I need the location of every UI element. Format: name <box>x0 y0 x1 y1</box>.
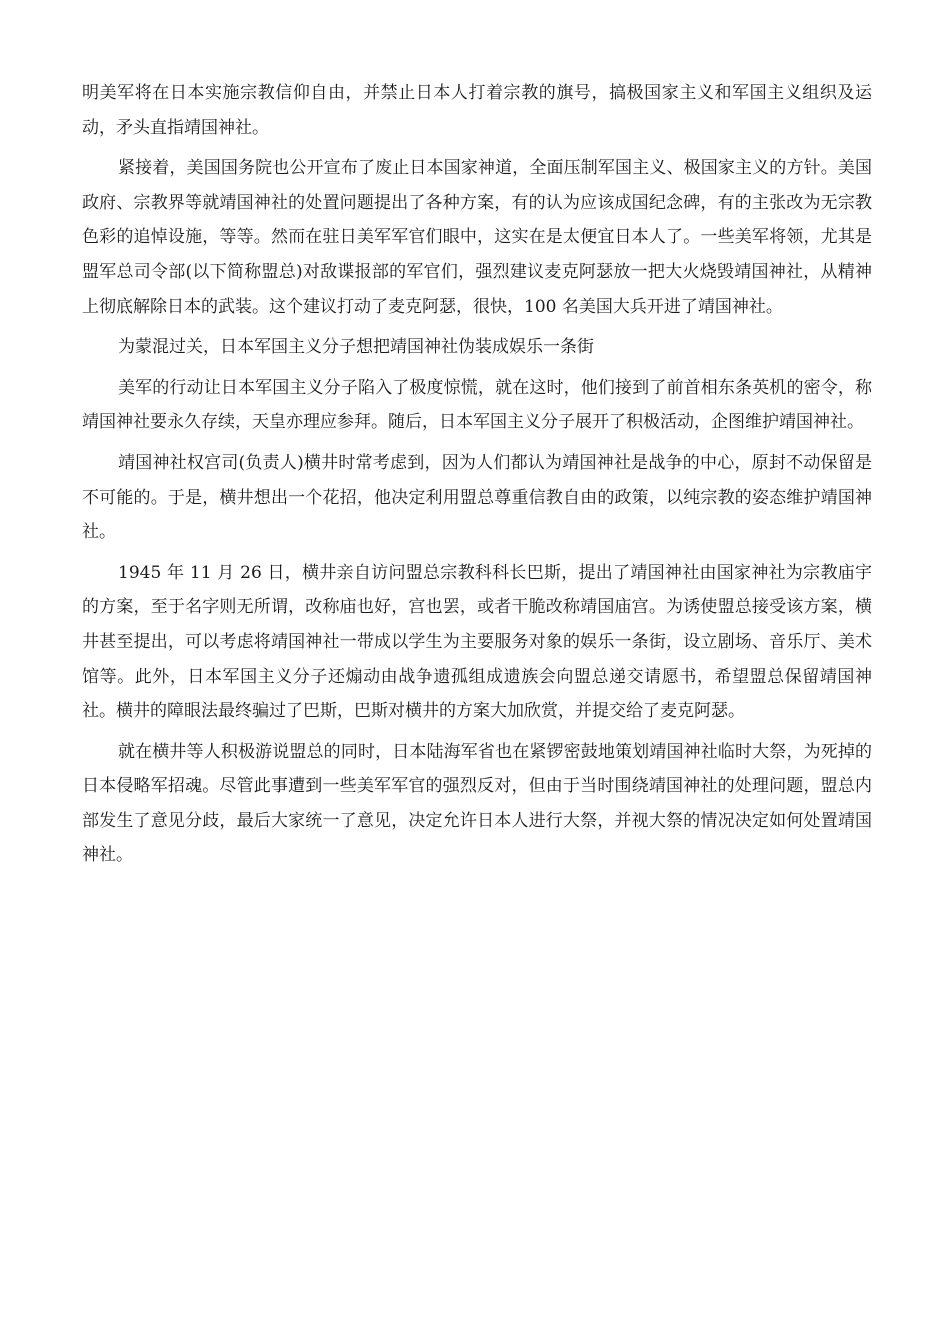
paragraph: 1945 年 11 月 26 日，横井亲自访问盟总宗教科科长巴斯，提出了靖国神社由国家神社为宗教庙宇的方案，至于名字则无所谓，改称庙也好，宫也罢，或者干脆改称靖国庙宫。为诱使盟总接受该方案，横井甚至提出，可以考虑将靖国神社一带成以学生为主要服务对象的娱乐一条街，设立剧场、音乐厅、美术馆等。此外，日本军国主义分子还煽动由战争遗孤组成遗族会向盟总递交请愿书，希望盟总保留靖国神社。横井的障眼法最终骗过了巴斯，巴斯对横井的方案大加欣赏，并提交给了麦克阿瑟。 <box>82 562 872 722</box>
paragraph: 紧接着，美国国务院也公开宣布了废止日本国家神道，全面压制军国主义、极国家主义的方针。美国政府、宗教界等就靖国神社的处置问题提出了各种方案，有的认为应该成国纪念碑，有的主张改为无宗教色彩的追悼设施，等等。然而在驻日美军军官们眼中，这实在是太便宜日本人了。一些美军将领，尤其是盟军总司令部(以下简称盟总)对敌谍报部的军官们，强烈建议麦克阿瑟放一把大火烧毁靖国神社，从精神上彻底解除日本的武装。这个建议打动了麦克阿瑟，很快，100 名美国大兵开进了靖国神社。 <box>82 158 872 317</box>
section-heading: 为蒙混过关，日本军国主义分子想把靖国神社伪装成娱乐一条街 <box>118 337 594 358</box>
article-body <box>82 76 872 873</box>
paragraph: 靖国神社权宫司(负责人)横井时常考虑到，因为人们都认为靖国神社是战争的中心，原封不动保留是不可能的。于是，横井想出一个花招，他决定利用盟总尊重信教自由的政策，以纯宗教的姿态维护靖国神社。 <box>82 452 872 543</box>
paragraph: 美军的行动让日本军国主义分子陷入了极度惊慌，就在这时，他们接到了前首相东条英机的密令，称靖国神社要永久存续，天皇亦理应参拜。随后，日本军国主义分子展开了积极活动，企图维护靖国神社。 <box>82 377 872 433</box>
paragraph-continuation: 明美军将在日本实施宗教信仰自由，并禁止日本人打着宗教的旗号，搞极国家主义和军国主义组织及运动，矛头直指靖国神社。 <box>82 83 872 138</box>
paragraph: 就在横井等人积极游说盟总的同时，日本陆海军省也在紧锣密鼓地策划靖国神社临时大祭，为死掉的日本侵略军招魂。尽管此事遭到一些美军军官的强烈反对，但由于当时围绕靖国神社的处理问题，盟总内部发生了意见分歧，最后大家统一了意见，决定允许日本人进行大祭，并视大祭的情况决定如何处置靖国神社。 <box>82 741 872 866</box>
